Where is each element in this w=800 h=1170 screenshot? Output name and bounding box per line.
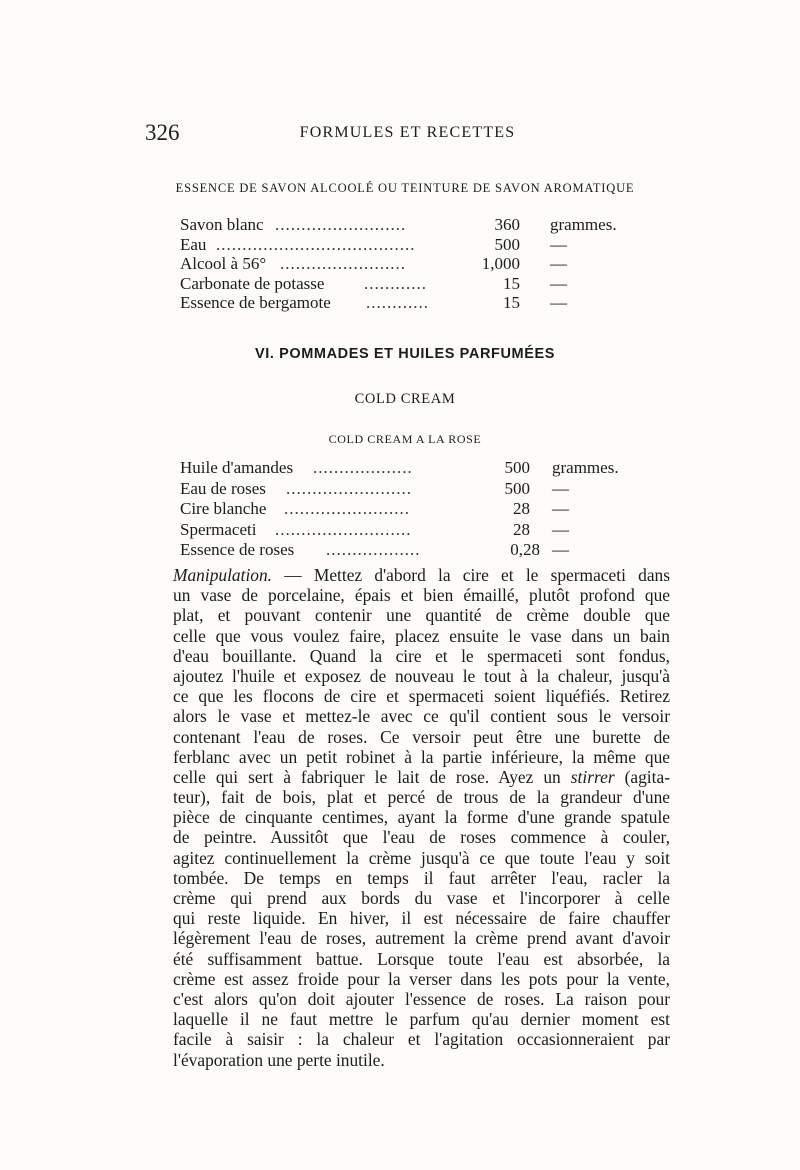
ingredient-quantity: 15 — [503, 293, 520, 312]
ingredient-unit: grammes. — [550, 215, 617, 234]
ingredient-unit: — — [552, 540, 569, 559]
paragraph-line: ce que les flocons de cire et spermaceti soient liquéfiés. Retirez — [173, 686, 670, 707]
paragraph-line: crème qui prend aux bords du vase et l'incorporer à celle — [173, 888, 670, 908]
recipe-row — [180, 254, 650, 274]
paragraph-line: légèrement l'eau de roses, autrement la crème prend avant d'avoir — [173, 928, 670, 949]
ingredient-unit: — — [550, 273, 567, 293]
ingredient-name: Carbonate de potasse — [180, 273, 325, 293]
paragraph-line: laquelle il ne faut mettre le parfum qu'au dernier moment est — [173, 1009, 670, 1030]
paragraph-line: ferblanc avec un petit robinet à la partie inférieure, la même que — [173, 746, 670, 767]
ingredient-quantity: 0,28 — [510, 540, 540, 559]
ingredient-unit: — — [550, 234, 567, 254]
ingredient-quantity: 15 — [503, 273, 520, 293]
recipe-row — [180, 274, 650, 294]
paragraph-line: teur), fait de bois, plat et percé de trous de la grandeur d'une — [173, 787, 670, 808]
paragraph-line: tombée. De temps en temps il faut arrêter l'eau, racler la — [173, 867, 670, 888]
ingredient-unit: grammes. — [552, 458, 619, 477]
paragraph-line: crème est assez froide pour la verser dans les pots pour la vente, — [173, 968, 670, 989]
recipe-row — [180, 499, 650, 520]
ingredient-name: Essence de bergamote — [180, 293, 331, 312]
ingredient-name: Savon blanc — [180, 215, 264, 234]
ingredient-unit: — — [552, 499, 569, 518]
paragraph-line: c'est alors qu'on doit ajouter l'essence de roses. La raison pour — [173, 988, 670, 1009]
ingredient-quantity: 1,000 — [481, 254, 520, 273]
paragraph-line: été suffisamment battue. Lorsque toute l'eau est absorbée, la — [173, 948, 670, 969]
section-title: ESSENCE DE SAVON ALCOOLÉ OU TEINTURE DE SAVON AROMATIQUE — [175, 181, 635, 195]
ingredient-name: Eau — [180, 234, 207, 254]
recipe-row — [180, 540, 650, 561]
dot-leader: ............ — [366, 293, 429, 312]
paragraph-line: pièce de cinquante centimes, ayant la forme d'une grande spatule — [173, 807, 670, 828]
ingredient-name: Eau de roses — [180, 478, 266, 498]
recipe-row — [180, 293, 650, 313]
recipe-sub-subtitle: COLD CREAM A LA ROSE — [328, 432, 482, 446]
paragraph-line: qui reste liquide. En hiver, il est nécessaire de faire chauffer — [173, 908, 670, 929]
paragraph-text: celle qui sert à fabriquer le lait de rose. Ayez un — [173, 766, 561, 787]
recipe-row — [180, 458, 650, 479]
paragraph-line: contenant l'eau de roses. Ce versoir peut être une burette de — [173, 726, 670, 747]
ingredient-unit: — — [552, 519, 569, 539]
manipulation-label: Manipulation. — [173, 565, 273, 585]
ingredient-name: Spermaceti — [180, 519, 257, 539]
recipe-cold-cream — [180, 458, 650, 561]
ingredient-quantity: 500 — [504, 478, 530, 498]
recipe-row — [180, 479, 650, 500]
paragraph-line: plat, et pouvant contenir une quantité de crème double que — [173, 605, 670, 626]
page-number: 326 — [145, 120, 180, 145]
dot-leader: ........................ — [286, 478, 412, 498]
ingredient-unit: — — [552, 478, 569, 498]
dot-leader: ........................ — [280, 254, 406, 273]
recipe-subtitle: COLD CREAM — [354, 391, 456, 407]
recipe-soap-essence — [180, 215, 650, 313]
ingredient-unit: — — [550, 293, 567, 312]
paragraph-line — [173, 565, 670, 585]
recipe-row — [180, 215, 650, 235]
running-head: FORMULES ET RECETTES — [299, 124, 516, 141]
dot-leader: ...................................... — [216, 234, 416, 254]
ingredient-quantity: 500 — [494, 234, 520, 254]
chapter-title: VI. POMMADES ET HUILES PARFUMÉES — [254, 346, 556, 362]
paragraph-text: (agita- — [614, 766, 670, 787]
dot-leader: ............ — [364, 273, 427, 293]
paragraph-line: ajoutez l'huile et exposez de nouveau le tout à la chaleur, jusqu'à — [173, 665, 670, 686]
paragraph-line: facile à saisir : la chaleur et l'agitation occasionneraient par — [173, 1029, 670, 1050]
manipulation-paragraph — [173, 565, 670, 1070]
paragraph-line: de peintre. Aussitôt que l'eau de roses commence à couler, — [173, 827, 670, 848]
stirrer-term: stirrer — [570, 766, 615, 787]
dot-leader: .................. — [326, 540, 421, 559]
paragraph-line: agitez continuellement la crème jusqu'à ce que toute l'eau y soit — [173, 847, 670, 868]
paragraph-line: un vase de porcelaine, épais et bien émaillé, plutôt profond que — [173, 585, 670, 606]
page-header — [145, 120, 670, 150]
ingredient-quantity: 500 — [504, 458, 530, 477]
paragraph-line: celle que vous voulez faire, placez ensuite le vase dans un bain — [173, 625, 670, 646]
ingredient-quantity: 28 — [513, 499, 530, 518]
paragraph-line: d'eau bouillante. Quand la cire et le spermaceti sont fondus, — [173, 645, 670, 666]
dot-leader: ......................... — [275, 215, 407, 234]
ingredient-name: Cire blanche — [180, 499, 267, 518]
ingredient-name: Essence de roses — [180, 540, 295, 559]
recipe-row — [180, 235, 650, 255]
dot-leader: ................... — [313, 458, 413, 477]
ingredient-quantity: 28 — [513, 519, 530, 539]
ingredient-quantity: 360 — [494, 215, 520, 234]
recipe-row — [180, 520, 650, 541]
ingredient-name: Alcool à 56° — [180, 254, 267, 273]
paragraph-line — [173, 767, 670, 787]
paragraph-text: — Mettez d'abord la cire et le spermaceti dans — [272, 565, 670, 585]
dot-leader: .......................... — [275, 519, 412, 539]
dot-leader: ........................ — [284, 499, 410, 518]
paragraph-line: alors le vase et mettez-le avec ce qu'il contient sous le versoir — [173, 706, 670, 727]
ingredient-unit: — — [550, 254, 567, 273]
paragraph-line: l'évaporation une perte inutile. — [173, 1049, 385, 1070]
ingredient-name: Huile d'amandes — [180, 458, 294, 477]
